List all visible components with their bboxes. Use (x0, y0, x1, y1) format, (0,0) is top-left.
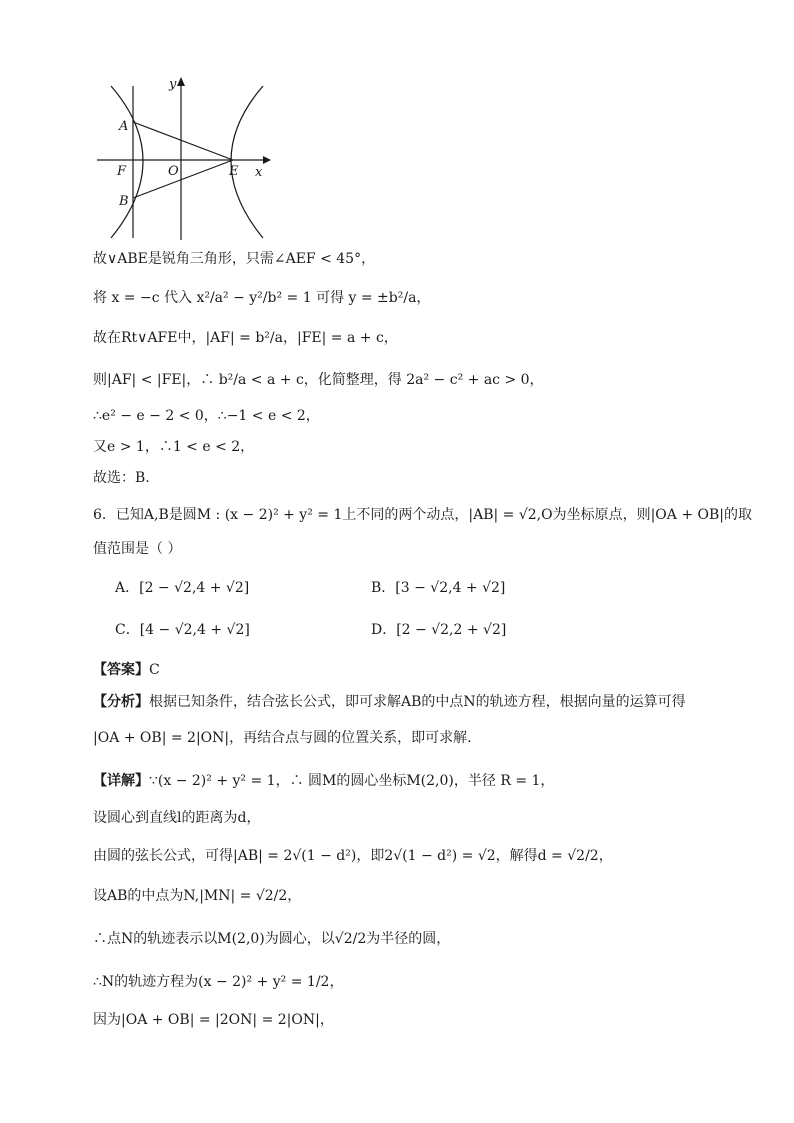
detail-tag: 【详解】 (93, 773, 149, 789)
solution-line-7: 故选：B. (93, 470, 150, 486)
solution-line-3: 故在Rt∨AFE中，|AF| = b²/a，|FE| = a + c， (93, 330, 398, 346)
option-c: C．[4 − √2,4 + √2] (115, 622, 250, 638)
detail-line-5: ∴点N的轨迹表示以M(2,0)为圆心，以√2/2为半径的圆， (93, 931, 451, 947)
solution-line-2: 将 x = −c 代入 x²/a² − y²/b² = 1 可得 y = ±b²/a， (93, 290, 431, 306)
solution-line-1: 故∨ABE是锐角三角形，只需∠AEF < 45°， (93, 251, 376, 267)
label-F: F (117, 164, 127, 179)
question-6-line-1: 6．已知A,B是圆M : (x − 2)² + y² = 1上不同的两个动点，|AB| = √2,O为坐标原点，则|OA + OB|的取 (93, 507, 753, 523)
option-a: A．[2 − √2,4 + √2] (115, 580, 250, 596)
detail-line-2: 设圆心到直线l的距离为d， (93, 810, 261, 826)
analysis-tag: 【分析】 (93, 694, 149, 710)
hyperbola-left-branch (111, 86, 143, 238)
analysis-line-1 (93, 692, 686, 712)
label-O: O (168, 164, 179, 179)
detail-text-1: ∵(x − 2)² + y² = 1，∴ 圆M的圆心坐标M(2,0)，半径 R = 1， (149, 773, 555, 789)
label-B: B (119, 194, 129, 209)
label-E: E (229, 164, 239, 179)
hyperbola-figure (93, 74, 273, 240)
solution-line-5: ∴e² − e − 2 < 0，∴−1 < e < 2， (93, 408, 320, 424)
detail-line-7: 因为|OA + OB| = |2ON| = 2|ON|， (93, 1012, 334, 1028)
detail-line-1 (93, 771, 554, 791)
detail-line-4: 设AB的中点为N,|MN| = √2/2， (93, 888, 302, 904)
x-axis-arrow (263, 156, 271, 164)
detail-line-6: ∴N的轨迹方程为(x − 2)² + y² = 1/2， (93, 974, 344, 990)
segment-BE (133, 160, 233, 198)
detail-line-3: 由圆的弦长公式，可得|AB| = 2√(1 − d²)，即2√(1 − d²) = √2，解得d = √2/2， (93, 848, 613, 864)
answer-line (93, 660, 160, 680)
segment-AE (133, 122, 233, 160)
solution-line-4: 则|AF| < |FE|，∴ b²/a < a + c，化简整理，得 2a² − c² + ac > 0， (93, 372, 544, 388)
option-d: D．[2 − √2,2 + √2] (371, 622, 507, 638)
answer-tag: 【答案】 (93, 662, 149, 678)
label-x: x (255, 165, 263, 180)
hyperbola-right-branch (231, 86, 263, 238)
question-6-line-2: 值范围是（ ） (93, 541, 182, 557)
option-b: B．[3 − √2,4 + √2] (371, 580, 506, 596)
label-y: y (169, 77, 177, 92)
answer-text: C (149, 662, 160, 678)
solution-line-6: 又e > 1，∴1 < e < 2， (93, 439, 255, 455)
analysis-text-1: 根据已知条件，结合弦长公式，即可求解AB的中点N的轨迹方程，根据向量的运算可得 (149, 694, 686, 710)
analysis-line-2: |OA + OB| = 2|ON|，再结合点与圆的位置关系，即可求解. (93, 730, 472, 746)
label-A: A (119, 119, 129, 134)
y-axis-arrow (177, 77, 185, 86)
